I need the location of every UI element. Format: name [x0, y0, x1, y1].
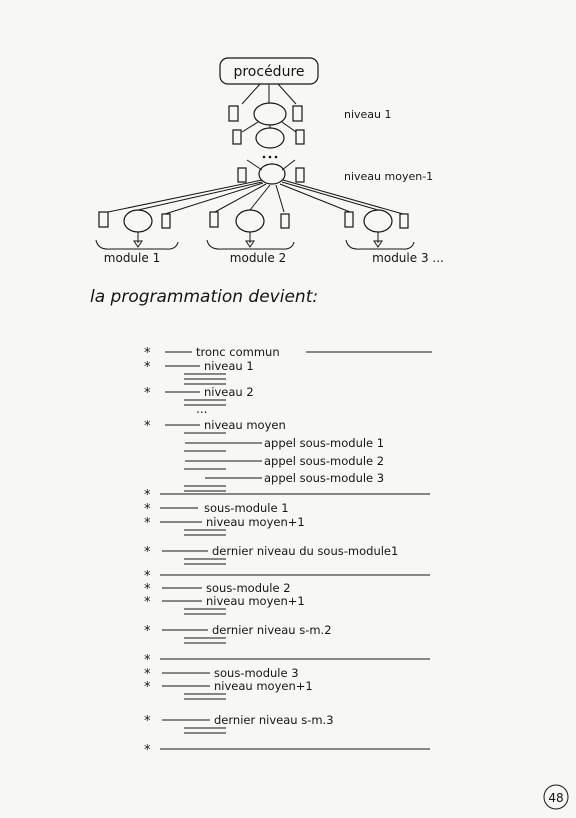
- root-connectors: [242, 84, 296, 104]
- level1-box-right: [293, 106, 302, 121]
- line-marker: *: [144, 714, 151, 729]
- program-line: [144, 515, 305, 535]
- line-text: niveau 1: [204, 359, 254, 373]
- line-text: tronc commun: [196, 345, 280, 359]
- program-line: [144, 594, 305, 614]
- line-text: niveau moyen+1: [214, 679, 313, 693]
- module3-group: [345, 210, 444, 265]
- line-text: ...: [196, 402, 208, 416]
- line-marker: *: [144, 582, 151, 597]
- program-line: [144, 743, 430, 758]
- line-text: appel sous-module 3: [264, 471, 385, 485]
- midlevel-box-left: [238, 168, 246, 182]
- module1-label: module 1: [103, 251, 161, 265]
- root-label: procédure: [233, 64, 305, 80]
- page-number-badge: [544, 785, 568, 809]
- line-text: niveau moyen+1: [206, 594, 305, 608]
- subtitle: la programmation devient:: [90, 287, 319, 307]
- line-text: dernier niveau s-m.2: [212, 623, 332, 637]
- line-marker: *: [144, 667, 151, 682]
- program-line: [184, 454, 384, 469]
- tree-diagram: [96, 58, 444, 265]
- page-number: 48: [548, 791, 564, 805]
- program-line: [144, 713, 334, 733]
- level1-connectors: [242, 122, 296, 132]
- line-marker: *: [144, 419, 151, 434]
- program-line: [144, 623, 332, 643]
- line-marker: *: [144, 346, 151, 361]
- module2-group: [207, 210, 294, 265]
- program-listing: [144, 345, 432, 758]
- level1-node: [254, 103, 286, 125]
- line-marker: *: [144, 545, 151, 560]
- line-text: appel sous-module 2: [264, 454, 385, 468]
- program-line: [196, 402, 207, 416]
- module3-label: module 3 ...: [372, 251, 444, 265]
- fan-connectors: [108, 180, 403, 214]
- line-text: dernier niveau du sous-module1: [212, 544, 399, 558]
- line-text: sous-module 3: [214, 666, 299, 680]
- line-text: niveau moyen: [204, 418, 286, 432]
- line-text: sous-module 2: [206, 581, 291, 595]
- program-line: [144, 418, 286, 434]
- line-marker: *: [144, 488, 151, 503]
- line-marker: *: [144, 360, 151, 375]
- program-line: [144, 544, 398, 564]
- program-line: [144, 359, 254, 384]
- line-marker: *: [144, 502, 151, 517]
- line-marker: *: [144, 743, 151, 758]
- program-line: [144, 345, 432, 361]
- program-line: [184, 471, 384, 491]
- level1-box-left: [229, 106, 238, 121]
- level2-node: [256, 128, 284, 148]
- module1-group: [96, 210, 178, 265]
- line-text: niveau 2: [204, 385, 254, 399]
- module2-label: module 2: [229, 251, 287, 265]
- line-marker: *: [144, 680, 151, 695]
- line-text: appel sous-module 1: [264, 436, 385, 450]
- program-line: [144, 679, 313, 699]
- line-text: sous-module 1: [204, 501, 289, 515]
- midlevel-label: niveau moyen-1: [344, 170, 434, 183]
- midlevel-box-right: [296, 168, 304, 182]
- line-marker: *: [144, 653, 151, 668]
- line-marker: *: [144, 569, 151, 584]
- line-text: niveau moyen+1: [206, 515, 305, 529]
- level2-box-right: [296, 130, 304, 144]
- midlevel-node: [259, 164, 285, 184]
- line-text: dernier niveau s-m.3: [214, 713, 334, 727]
- line-marker: *: [144, 624, 151, 639]
- level2-box-left: [233, 130, 241, 144]
- line-marker: *: [144, 386, 151, 401]
- program-line: [184, 436, 384, 451]
- line-marker: *: [144, 595, 151, 610]
- line-marker: *: [144, 516, 151, 531]
- ellipsis-dots: [263, 156, 278, 159]
- level1-label: niveau 1: [344, 108, 392, 121]
